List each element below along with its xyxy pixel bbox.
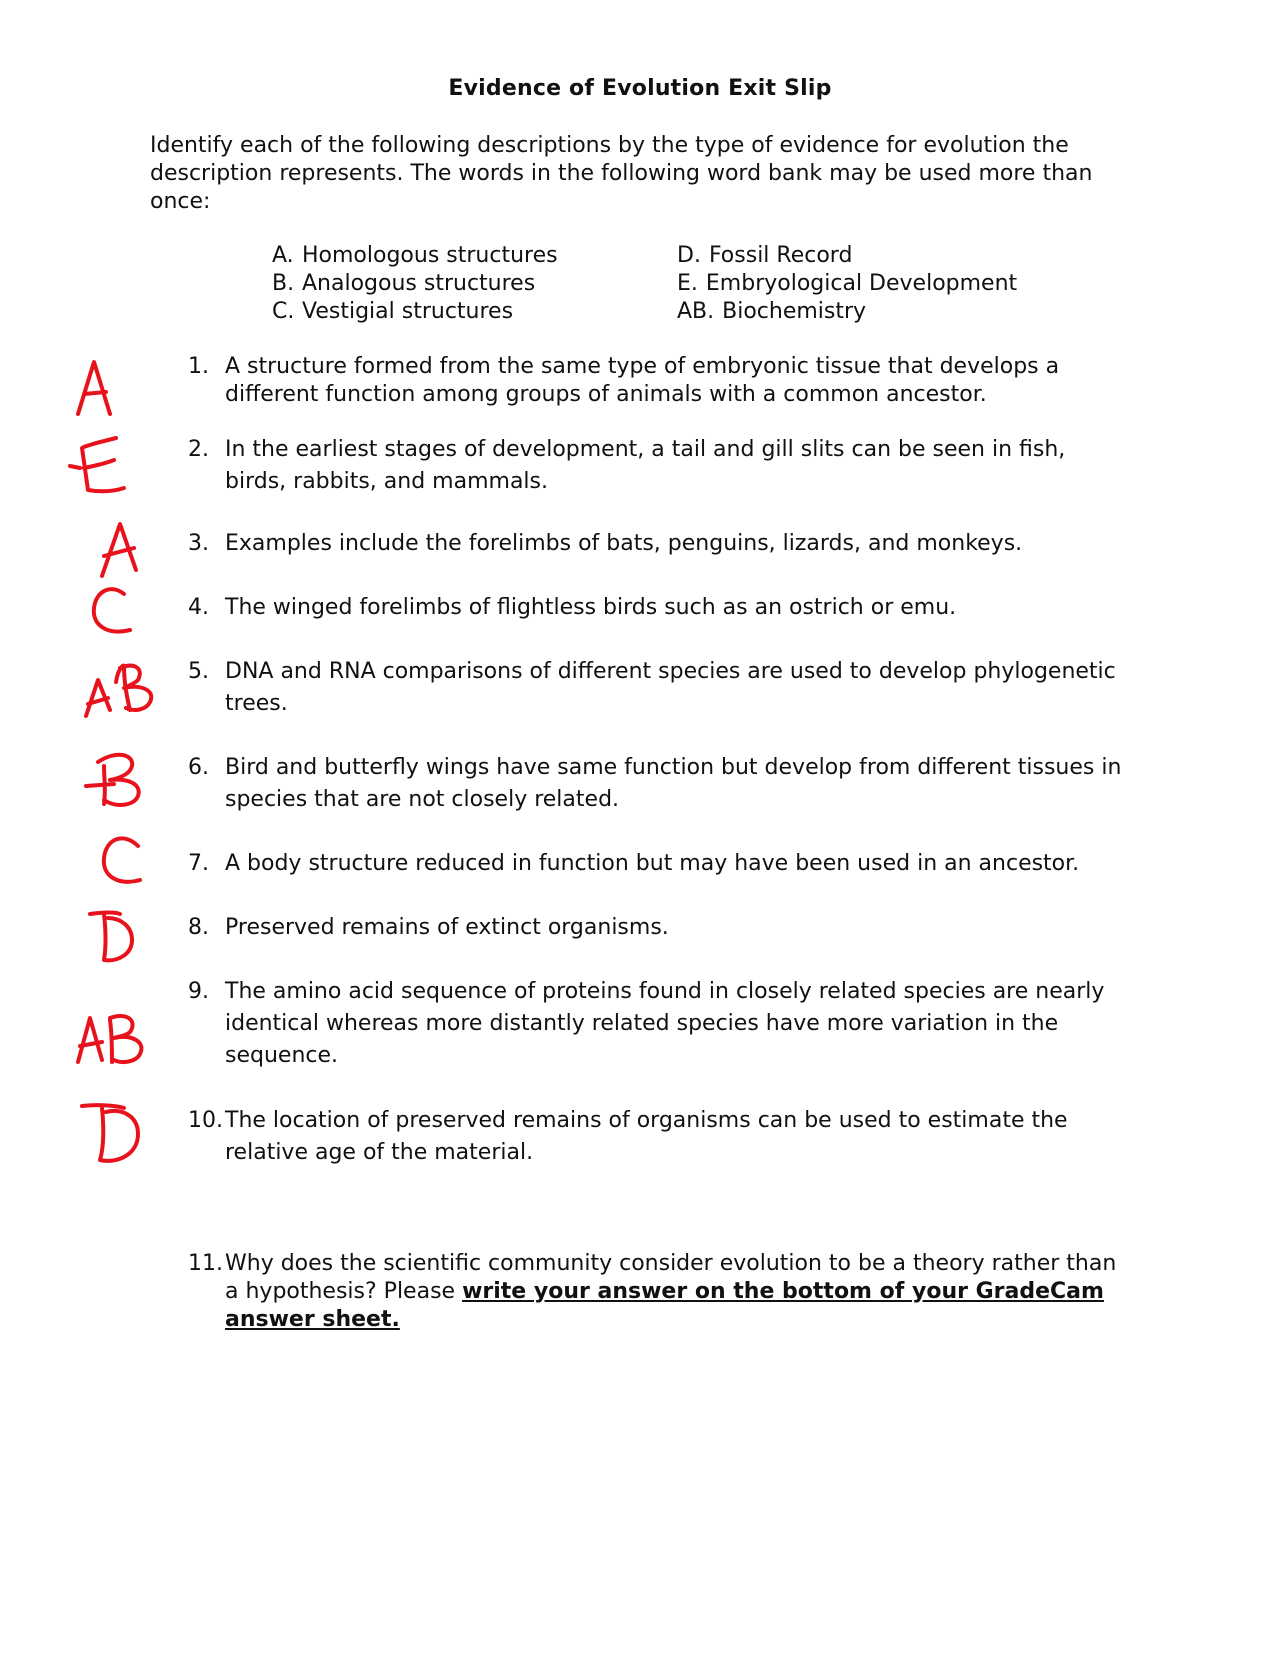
- question-9: 9. The amino acid sequence of proteins found in closely related species are nearly identical whereas more distantly related species have more variation in the sequence.: [188, 979, 1105, 1068]
- handwritten-answer-9: [60, 1006, 170, 1086]
- handwritten-answer-2: [60, 432, 170, 512]
- word-bank-item: B. Analogous structures: [272, 271, 536, 296]
- question-2: 2. In the earliest stages of development, a tail and gill slits can be seen in fish, birds, rabbits, and mammals.: [188, 437, 1066, 494]
- question-4: 4. The winged forelimbs of flightless birds such as an ostrich or emu.: [188, 595, 957, 620]
- question-10: 10. The location of preserved remains of organisms can be used to estimate the relative age of the material.: [188, 1108, 1068, 1165]
- question-1: 1. A structure formed from the same type of embryonic tissue that develops a different function among groups of animals with a common ancestor.: [188, 354, 1060, 407]
- question-5: 5. DNA and RNA comparisons of different species are used to develop phylogenetic trees.: [188, 659, 1116, 716]
- question-8: 8. Preserved remains of extinct organisms.: [188, 915, 669, 940]
- handwritten-answer-8: [60, 904, 170, 984]
- word-bank-item: D. Fossil Record: [677, 243, 853, 268]
- word-bank-right: [677, 242, 1017, 326]
- word-bank-item: A. Homologous structures: [272, 243, 558, 268]
- handwritten-answer-10: [60, 1098, 170, 1178]
- question-7: 7. A body structure reduced in function but may have been used in an ancestor.: [188, 851, 1080, 876]
- instructions: Identify each of the following descriptions by the type of evidence for evolution the description represents. The words in the following word bank may be used more than once:: [150, 133, 1093, 214]
- question-3: 3. Examples include the forelimbs of bats, penguins, lizards, and monkeys.: [188, 531, 1023, 556]
- answer-instruction-emphasis: write your answer on the bottom of your GradeCam answer sheet.: [225, 1279, 1104, 1332]
- word-bank-item: E. Embryological Development: [677, 271, 1018, 296]
- handwritten-answer-7: [60, 830, 170, 910]
- word-bank-item: C. Vestigial structures: [272, 299, 514, 324]
- handwritten-answer-1: [60, 352, 170, 432]
- question-6: 6. Bird and butterfly wings have same function but develop from different tissues in species that are not closely related.: [188, 755, 1122, 812]
- word-bank-left: [272, 242, 558, 326]
- handwritten-answer-6: [60, 748, 170, 828]
- word-bank-item: AB. Biochemistry: [677, 299, 867, 324]
- handwritten-answer-5: [60, 658, 170, 738]
- page-title: Evidence of Evolution Exit Slip: [448, 76, 832, 101]
- handwritten-answer-4: [60, 582, 170, 662]
- question-11: 11. Why does the scientific community consider evolution to be a theory rather than a hypothesis? Please write your answer on the bottom of your GradeCam answer sheet.: [188, 1251, 1117, 1332]
